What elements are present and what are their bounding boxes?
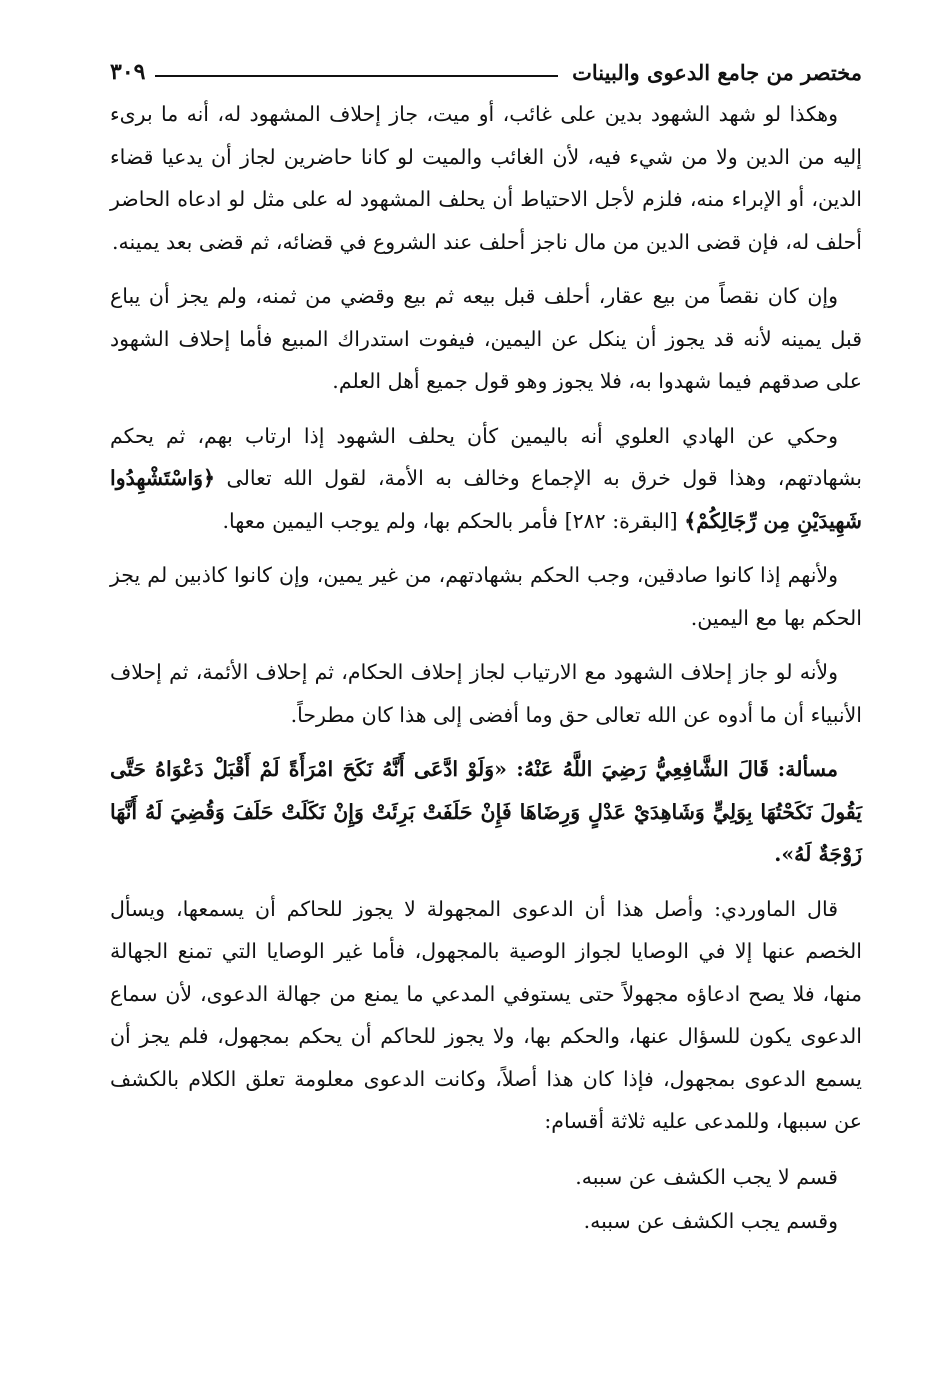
verse-reference: [البقرة: ٢٨٢] — [564, 508, 678, 533]
paragraph-5-text: ولأنه لو جاز إحلاف الشهود مع الارتياب لجاز إحلاف الحكام، ثم إحلاف الأئمة، ثم إحلاف الأنبياء أن ما أدوه عن الله تعالى حق وما أفضى إلى هذا كان مطرحاً. — [110, 660, 862, 727]
masala-paragraph — [110, 748, 862, 876]
paragraph-4 — [110, 554, 862, 639]
book-page — [110, 55, 862, 1243]
division-item-1: قسم لا يجب الكشف عن سببه. — [575, 1164, 838, 1189]
paragraph-1 — [110, 93, 862, 263]
running-title: مختصر من جامع الدعوى والبينات — [572, 59, 862, 85]
paragraph-5 — [110, 651, 862, 736]
paragraph-2 — [110, 275, 862, 403]
masala-label: مسألة: — [777, 757, 838, 781]
header-rule — [155, 75, 558, 77]
paragraph-2-text: وإن كان نقصاً من بيع عقار، أحلف قبل بيعه ثم بيع وقضي من ثمنه، ولم يجز أن يباع قبل يمينه لأنه قد يجوز أن ينكل عن اليمين، فيفوت استدراك المبيع فأما إحلاف الشهود على صدقهم فيما شهدوا به، فلا يجوز وهو قول جميع أهل العلم. — [110, 284, 862, 393]
paragraph-7 — [110, 888, 862, 1143]
paragraph-3 — [110, 415, 862, 543]
paragraph-4-text: ولأنهم إذا كانوا صادقين، وجب الحكم بشهادتهم، من غير يمين، وإن كانوا كاذبين لم يجز الحكم بها مع اليمين. — [110, 563, 862, 630]
quran-verse: ﴿وَاسْتَشْهِدُوا شَهِيدَيْنِ مِن رِّجَالِكُمْ﴾ — [110, 466, 862, 533]
paragraph-1-text: وهكذا لو شهد الشهود بدين على غائب، أو ميت، جاز إحلاف المشهود له، أنه ما برىء إليه من الدين ولا من شيء فيه، لأن الغائب والميت لو كانا حاضرين لجاز أن يدعيا قضاء الدين، أو الإبراء منه، فلزم لأجل الاحتياط أن يحلف المشهود له على مثل لو ادعاه الحاضر أحلف له، فإن قضى الدين من مال ناجز أحلف عند الشروع في قضائه، ثم قضى بعد يمينه. — [110, 102, 862, 254]
running-header — [110, 55, 862, 89]
paragraph-7-text: قال الماوردي: وأصل هذا أن الدعوى المجهولة لا يجوز للحاكم أن يسمعها، ويسأل الخصم عنها إلا في الوصايا لجواز الوصية بالمجهول، فأما غير الوصايا التي تمنع الجهالة منها، فلا يصح ادعاؤه مجهولاً حتى يستوفي المدعي ما يمنع من جهالة الدعوى، لأن سماع الدعوى يكون للسؤال عنها، والحكم بها، ولا يجوز للحاكم أن يحكم بمجهول، فلم يجز أن يسمع الدعوى بمجهول، فإذا كان هذا أصلاً، وكانت الدعوى معلومة تعلق الكلام بالكشف عن سببها، وللمدعى عليه ثلاثة أقسام: — [110, 896, 862, 1133]
paragraph-3-text: وحكي عن الهادي العلوي أنه باليمين كأن يحلف الشهود إذا ارتاب بهم، ثم يحكم بشهادتهم، وهذا قول خرق به الإجماع وخالف به الأمة، لقول الله تعالى — [110, 423, 862, 490]
shafii-quote: قَالَ الشَّافِعِيُّ رَضِيَ اللَّهُ عَنْهُ: «وَلَوْ ادَّعَى أَنَّهُ نَكَحَ امْرَأَةً لَمْ أَقْبَلْ دَعْوَاهُ حَتَّى يَقُولَ نَكَحْتُهَا بِوَلِيٍّ وَشَاهِدَيْ عَدْلٍ وَرِضَاهَا فَإِنْ حَلَفَتْ بَرِئَتْ وَإِنْ نَكَلَتْ حَلَفَ وَقُضِيَ لَهُ أَنَّهَا زَوْجَةٌ لَهُ». — [110, 757, 862, 866]
page-number: ٣٠٩ — [110, 59, 146, 85]
division-item-2: وقسم يجب الكشف عن سببه. — [583, 1208, 838, 1233]
body-text — [110, 93, 862, 1243]
paragraph-3-conclusion: فأمر بالحكم بها، ولم يوجب اليمين معها. — [222, 508, 559, 533]
